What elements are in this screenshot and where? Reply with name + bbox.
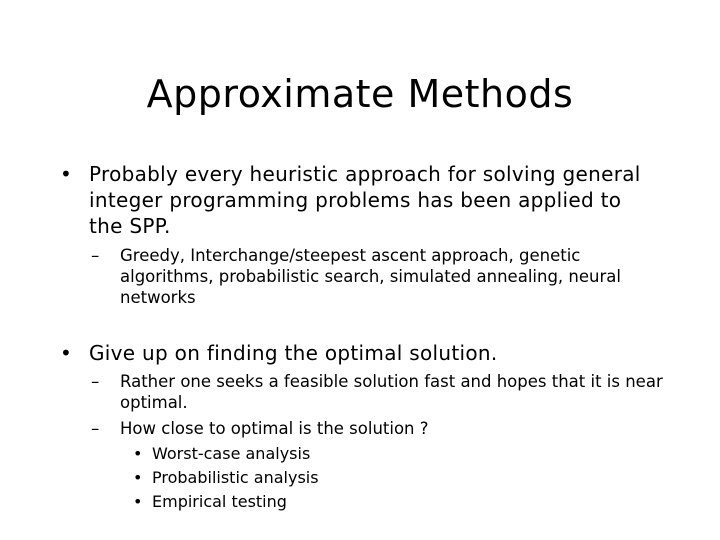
bullet-marker: • [60,162,73,186]
subbullet-text: Rather one seeks a feasible solution fast and hopes that it is near optimal. [120,372,663,412]
subbullet-how-close [91,418,671,439]
subsub-empirical [133,490,533,514]
bullet-give-up-optimal [60,340,660,366]
subsub-text: Probabilistic analysis [152,468,319,487]
subbullet-text: Greedy, Interchange/steepest ascent approach, genetic algorithms, probabilistic search, simulated annealing, neural networks [120,246,621,307]
subsub-text: Empirical testing [152,492,287,511]
dash-marker: – [91,419,100,438]
bullet-marker: • [133,492,143,511]
bullet-heuristic-approaches [60,161,660,239]
subsub-worst-case [133,442,533,466]
subbullet-feasible-solution [91,371,671,413]
dash-marker: – [91,372,100,391]
bullet-text: Give up on finding the optimal solution. [89,341,498,365]
dash-marker: – [91,246,100,265]
bullet-marker: • [133,468,143,487]
bullet-marker: • [60,341,73,365]
subsub-probabilistic [133,466,533,490]
subbullet-text: How close to optimal is the solution ? [120,419,429,438]
slide-title: Approximate Methods [146,72,574,116]
subsub-text: Worst-case analysis [152,444,311,463]
subbullet-methods-list [91,245,671,308]
bullet-text: Probably every heuristic approach for solving general integer programming problems has been applied to the SPP. [89,162,641,238]
bullet-marker: • [133,444,143,463]
